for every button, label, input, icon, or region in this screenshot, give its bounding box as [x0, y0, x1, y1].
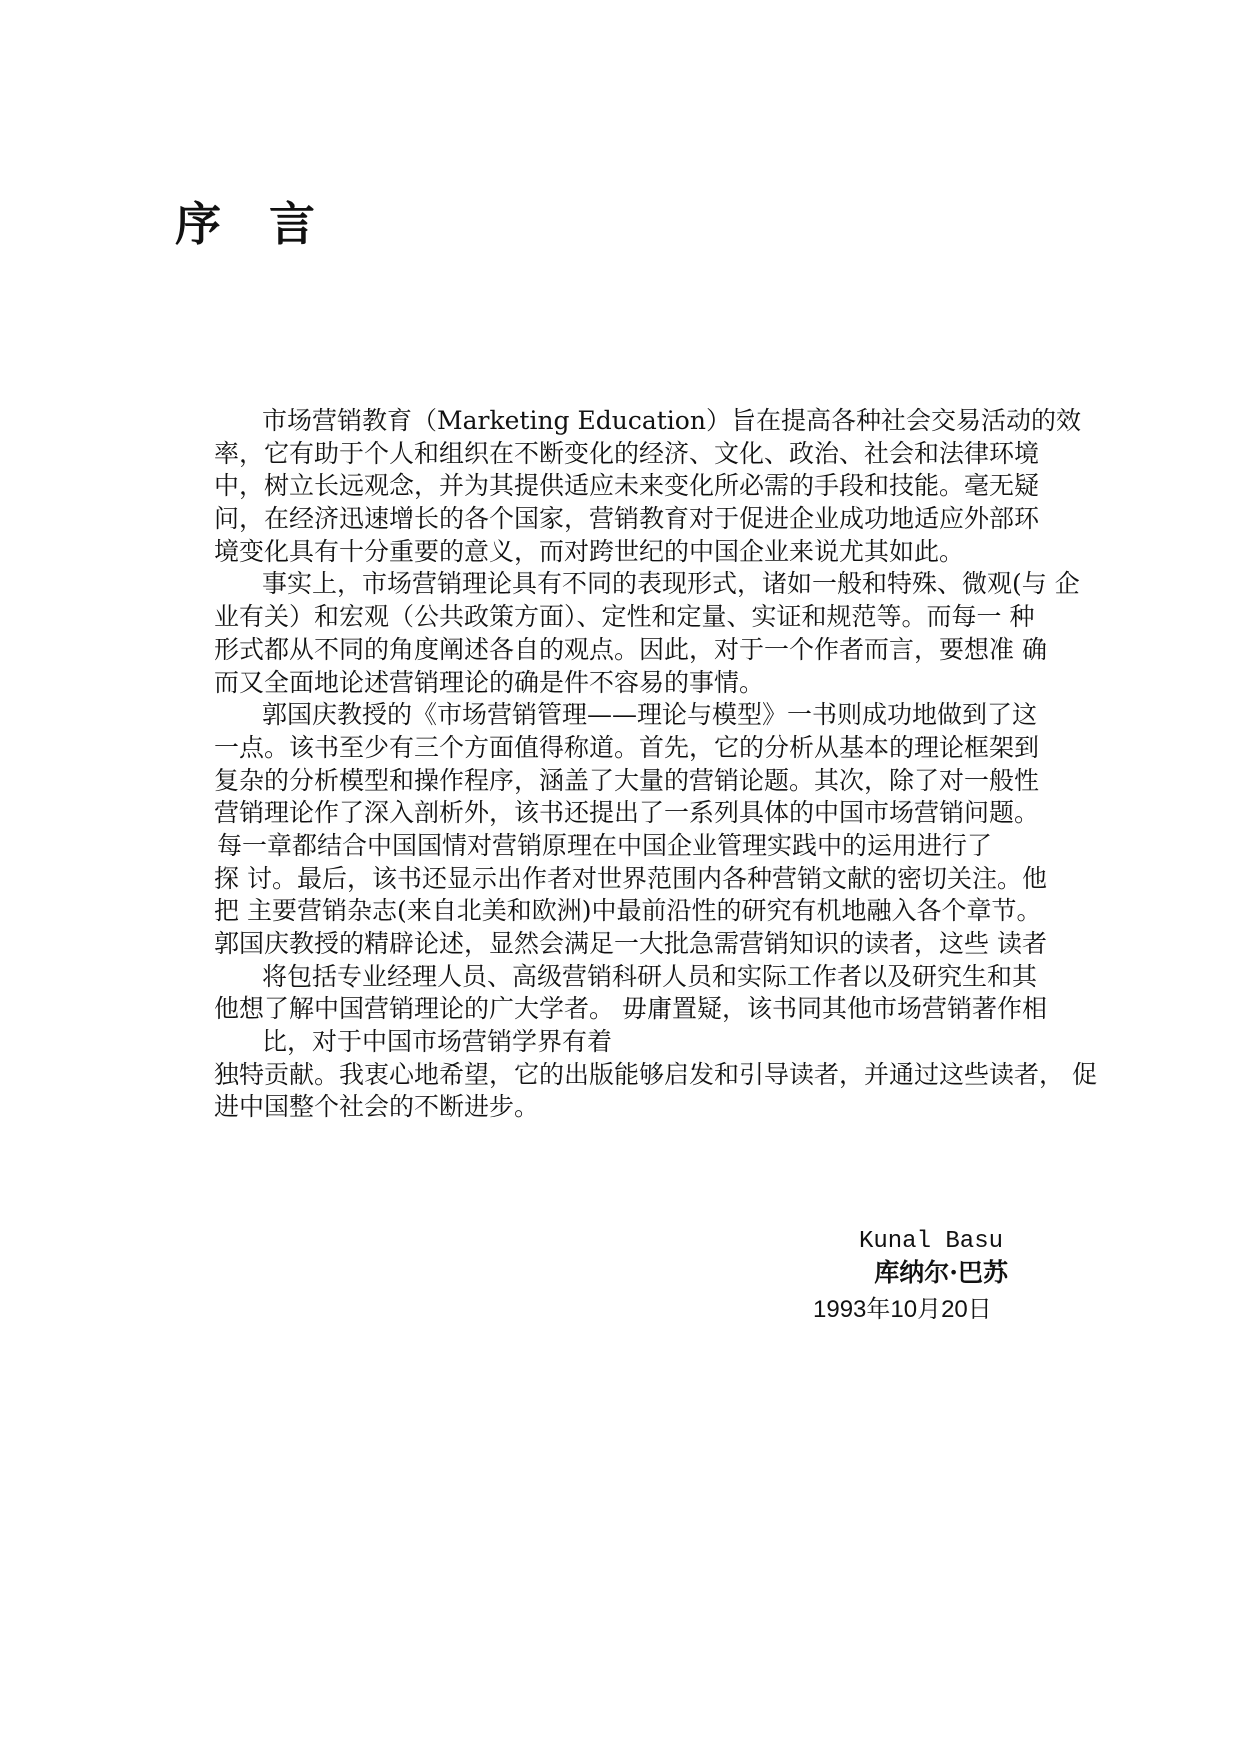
text-line: 一点。该书至少有三个方面值得称道。首先，它的分析从基本的理论框架到: [214, 732, 1040, 762]
preface-body: [214, 405, 1097, 1124]
text-line: 将包括专业经理人员、高级营销科研人员和实际工作者以及研究生和其: [262, 961, 1038, 991]
signature-date: 1993年10月20日: [813, 1296, 992, 1323]
text-line: 市场营销教育（Marketing Education）旨在提高各种社会交易活动的效: [262, 406, 1081, 435]
text-line: 每一章都结合中国国情对营销原理在中国企业管理实践中的运用进行了: [217, 830, 993, 860]
text-line: 探 讨。最后，该书还显示出作者对世界范围内各种营销文献的密切关注。他: [214, 863, 1047, 893]
page-title: 序 言: [175, 197, 332, 251]
text-line: 中，树立长远观念，并为其提供适应未来变化所必需的手段和技能。毫无疑: [214, 471, 1040, 501]
text-line: 复杂的分析模型和操作程序，涵盖了大量的营销论题。其次，除了对一般性: [214, 765, 1040, 795]
text-line: 他想了解中国营销理论的广大学者。 毋庸置疑，该书同其他市场营销著作相: [214, 994, 1047, 1024]
text-line: 把 主要营销杂志(来自北美和欧洲)中最前沿性的研究有机地融入各个章节。: [214, 896, 1042, 926]
text-line: 郭国庆教授的精辟论述，显然会满足一大批急需营销知识的读者，这些 读者: [214, 929, 1047, 958]
text-line: 事实上，市场营销理论具有不同的表现形式，诸如一般和特殊、微观(与 企: [262, 569, 1080, 599]
signature-name-chinese: 库纳尔·巴苏: [874, 1258, 1008, 1287]
text-line: 比，对于中国市场营销学界有着: [262, 1027, 613, 1057]
text-line: 形式都从不同的角度阐述各自的观点。因此，对于一个作者而言，要想准 确: [214, 634, 1047, 664]
text-line: 营销理论作了深入剖析外，该书还提出了一系列具体的中国市场营销问题。: [214, 798, 1040, 828]
text-line: 进中国整个社会的不断进步。: [214, 1092, 540, 1122]
text-line: 业有关）和宏观（公共政策方面）、定性和定量、实证和规范等。而每一 种: [214, 602, 1035, 632]
text-line: 境变化具有十分重要的意义，而对跨世纪的中国企业来说尤其如此。: [214, 536, 965, 566]
text-line: 郭国庆教授的《市场营销管理——理论与模型》一书则成功地做到了这: [262, 700, 1038, 730]
text-line: 问，在经济迅速增长的各个国家，营销教育对于促进企业成功地适应外部环: [214, 504, 1040, 534]
text-line: 而又全面地论述营销理论的确是件不容易的事情。: [214, 667, 765, 697]
text-line: 率，它有助于个人和组织在不断变化的经济、文化、政治、社会和法律环境: [214, 438, 1040, 468]
text-line: 独特贡献。我衷心地希望，它的出版能够启发和引导读者，并通过这些读者， 促: [214, 1059, 1097, 1089]
signature-name-english: Kunal Basu: [858, 1228, 1003, 1255]
